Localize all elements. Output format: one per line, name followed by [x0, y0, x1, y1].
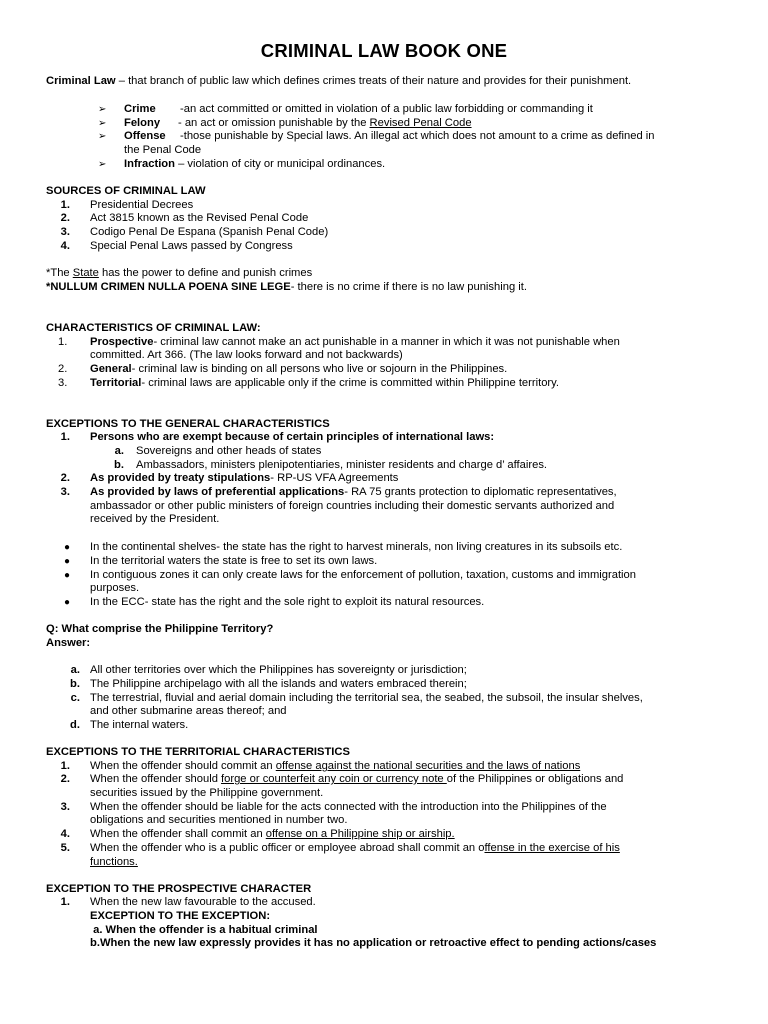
territorial-exception-underlined: forge or counterfeit any coin or currency note	[221, 773, 447, 785]
territorial-exception-2	[90, 773, 623, 787]
exceptions-territorial-heading: EXCEPTIONS TO THE TERRITORIAL CHARACTERISTICS	[46, 746, 350, 758]
term-felony-text	[178, 117, 472, 131]
nullum-crimen-note	[46, 281, 527, 295]
characteristic-term: Territorial	[90, 377, 142, 389]
territorial-exception-5-cont: functions.	[90, 856, 138, 868]
answer-label: Answer:	[46, 637, 91, 649]
answer-letter: b.	[70, 678, 80, 690]
exception-treaty-rest: - RP-US VFA Agreements	[270, 472, 399, 484]
revised-penal-code-link: Revised Penal Code	[369, 117, 472, 129]
list-number: 2.	[58, 363, 68, 375]
sub-letter: a.	[114, 445, 124, 457]
list-number: 2.	[60, 472, 70, 484]
characteristic-text: - criminal law is binding on all persons who live or sojourn in the Philippines.	[131, 363, 508, 375]
question: Q: What comprise the Philippine Territory?	[46, 623, 274, 635]
term-offense: Offense	[124, 130, 166, 142]
territorial-exception-5	[90, 842, 620, 856]
bullet-dot-icon: ●	[64, 597, 71, 608]
answer-item: All other territories over which the Philippines has sovereignty or jurisdiction;	[90, 664, 467, 676]
exception-preferential	[90, 486, 617, 500]
list-item: Special Penal Laws passed by Congress	[90, 240, 293, 252]
definition-term: Criminal Law	[46, 75, 116, 87]
territorial-exception-3: When the offender should be liable for the acts connected with the introduction into the Philippines of the	[90, 801, 607, 813]
list-number: 2.	[60, 212, 70, 224]
list-item: Act 3815 known as the Revised Penal Code	[90, 212, 309, 224]
state-word: State	[72, 267, 99, 279]
list-number: 5.	[60, 842, 70, 854]
characteristic-text: - criminal laws are applicable only if the crime is committed within Philippine territory.	[141, 377, 560, 389]
territorial-exception-underlined: offense on a Philippine ship or airship.	[265, 828, 455, 840]
prospective-exception-item: When the new law favourable to the accused.	[90, 896, 316, 908]
answer-letter: a.	[70, 664, 80, 676]
no-retroactive-item: b.When the new law expressly provides it has no application or retroactive effect to pending actions/cases	[90, 937, 657, 949]
arrow-bullet-icon: ➢	[98, 118, 107, 129]
bullet-dot-icon: ●	[64, 556, 71, 567]
characteristic-term: Prospective	[90, 336, 154, 348]
term-infraction	[124, 158, 385, 172]
exception-preferential-rest: - RA 75 grants protection to diplomatic representatives,	[344, 486, 617, 498]
list-number: 4.	[60, 828, 70, 840]
territorial-exception-3-cont: obligations and securities mentioned in number two.	[90, 814, 348, 826]
list-number: 3.	[58, 377, 68, 389]
answer-item: The internal waters.	[90, 719, 189, 731]
list-number: 1.	[58, 336, 68, 348]
answer-item: The Philippine archipelago with all the islands and waters embraced therein;	[90, 678, 467, 690]
list-number: 1.	[60, 896, 70, 908]
answer-letter: d.	[70, 719, 80, 731]
sub-item: Ambassadors, ministers plenipotentiaries, minister residents and charge d’ affaires.	[136, 459, 548, 471]
exception-to-exception-heading: EXCEPTION TO THE EXCEPTION:	[90, 910, 271, 922]
nullum-crimen-meaning: - there is no crime if there is no law punishing it.	[290, 281, 527, 293]
bullet-item-cont: purposes.	[90, 582, 140, 594]
exceptions-general-heading: EXCEPTIONS TO THE GENERAL CHARACTERISTICS	[46, 418, 330, 430]
territorial-exception-underlined: offense against the national securities and the laws of nations	[275, 760, 581, 772]
habitual-criminal-item: a. When the offender is a habitual criminal	[90, 924, 318, 936]
sources-heading: SOURCES OF CRIMINAL LAW	[46, 185, 206, 197]
term-crime: Crime	[124, 103, 156, 115]
territorial-exception-1	[90, 760, 580, 774]
answer-letter: c.	[70, 692, 80, 704]
sub-letter: b.	[114, 459, 124, 471]
term-offense-text-cont: the Penal Code	[124, 144, 202, 156]
exception-treaty-bold: As provided by treaty stipulations	[90, 472, 271, 484]
answer-item-cont: and other submarine areas thereof; and	[90, 705, 287, 717]
state-note	[46, 267, 312, 281]
territorial-exception-text: When the offender should commit an	[90, 760, 276, 772]
list-number: 3.	[60, 226, 70, 238]
territorial-exception-text: When the offender shall commit an	[90, 828, 266, 840]
exception-international-law: Persons who are exempt because of certain principles of international laws:	[90, 431, 495, 443]
exception-preferential-cont: ambassador or other public ministers of foreign countries including their domestic servants authorized and	[90, 500, 615, 512]
term-felony: Felony	[124, 117, 161, 129]
term-crime-text: -an act committed or omitted in violation of a public law forbidding or commanding it	[180, 103, 593, 115]
characteristic-general	[90, 363, 507, 377]
bullet-item: In the continental shelves- the state has the right to harvest minerals, non living creatures in its subsoils etc.	[90, 541, 623, 553]
state-note-prefix: *The	[46, 267, 73, 279]
characteristic-territorial	[90, 377, 559, 391]
list-number: 3.	[60, 801, 70, 813]
bullet-item: In the ECC- state has the right and the sole right to exploit its natural resources.	[90, 596, 485, 608]
sub-item: Sovereigns and other heads of states	[136, 445, 322, 457]
list-number: 1.	[60, 760, 70, 772]
document-title: CRIMINAL LAW BOOK ONE	[260, 40, 508, 61]
bullet-dot-icon: ●	[64, 542, 71, 553]
list-number: 1.	[60, 431, 70, 443]
territorial-exception-4	[90, 828, 455, 842]
exception-preferential-bold: As provided by laws of preferential applications	[90, 486, 345, 498]
exception-prospective-heading: EXCEPTION TO THE PROSPECTIVE CHARACTER	[46, 883, 312, 895]
list-item: Presidential Decrees	[90, 199, 194, 211]
territorial-exception-2-cont: securities issued by the Philippine government.	[90, 787, 324, 799]
characteristic-prospective	[90, 336, 620, 350]
characteristic-text: - criminal law cannot make an act punishable in a manner in which it was not punishable when	[153, 336, 620, 348]
characteristics-heading: CHARACTERISTICS OF CRIMINAL LAW:	[46, 322, 261, 334]
arrow-bullet-icon: ➢	[98, 159, 107, 170]
term-infraction-label: Infraction	[124, 158, 175, 170]
territorial-exception-underlined: ffense in the exercise of his	[484, 842, 620, 854]
bullet-item: In the territorial waters the state is free to set its own laws.	[90, 555, 378, 567]
exception-preferential-cont: received by the President.	[90, 513, 220, 525]
answer-item: The terrestrial, fluvial and aerial domain including the territorial sea, the seabed, the subsoil, the insular shelves,	[90, 692, 643, 704]
definition-text: – that branch of public law which defines crimes treats of their nature and provides for their punishment.	[115, 75, 632, 87]
bullet-item: In contiguous zones it can only create laws for the enforcement of pollution, taxation, customs and immigration	[90, 569, 636, 581]
state-note-rest: has the power to define and punish crimes	[98, 267, 313, 279]
criminal-law-definition	[46, 75, 631, 89]
list-number: 1.	[60, 199, 70, 211]
list-number: 2.	[60, 773, 70, 785]
arrow-bullet-icon: ➢	[98, 131, 107, 142]
list-number: 3.	[60, 486, 70, 498]
list-item: Codigo Penal De Espana (Spanish Penal Code)	[90, 226, 329, 238]
list-number: 4.	[60, 240, 70, 252]
nullum-crimen-maxim: *NULLUM CRIMEN NULLA POENA SINE LEGE	[46, 281, 291, 293]
term-felony-desc: - an act or omission punishable by the	[178, 117, 370, 129]
term-offense-text: -those punishable by Special laws. An illegal act which does not amount to a crime as defined in	[180, 130, 655, 142]
arrow-bullet-icon: ➢	[98, 104, 107, 115]
territorial-exception-text: of the Philippines or obligations and	[446, 773, 624, 785]
exception-treaty	[90, 472, 398, 486]
territorial-exception-text: When the offender who is a public officer or employee abroad shall commit an o	[90, 842, 485, 854]
bullet-dot-icon: ●	[64, 570, 71, 581]
territorial-exception-text: When the offender should	[90, 773, 222, 785]
characteristic-term: General	[90, 363, 132, 375]
term-infraction-text: – violation of city or municipal ordinances.	[174, 158, 386, 170]
characteristic-text-cont: committed. Art 366. (The law looks forward and not backwards)	[90, 349, 403, 361]
